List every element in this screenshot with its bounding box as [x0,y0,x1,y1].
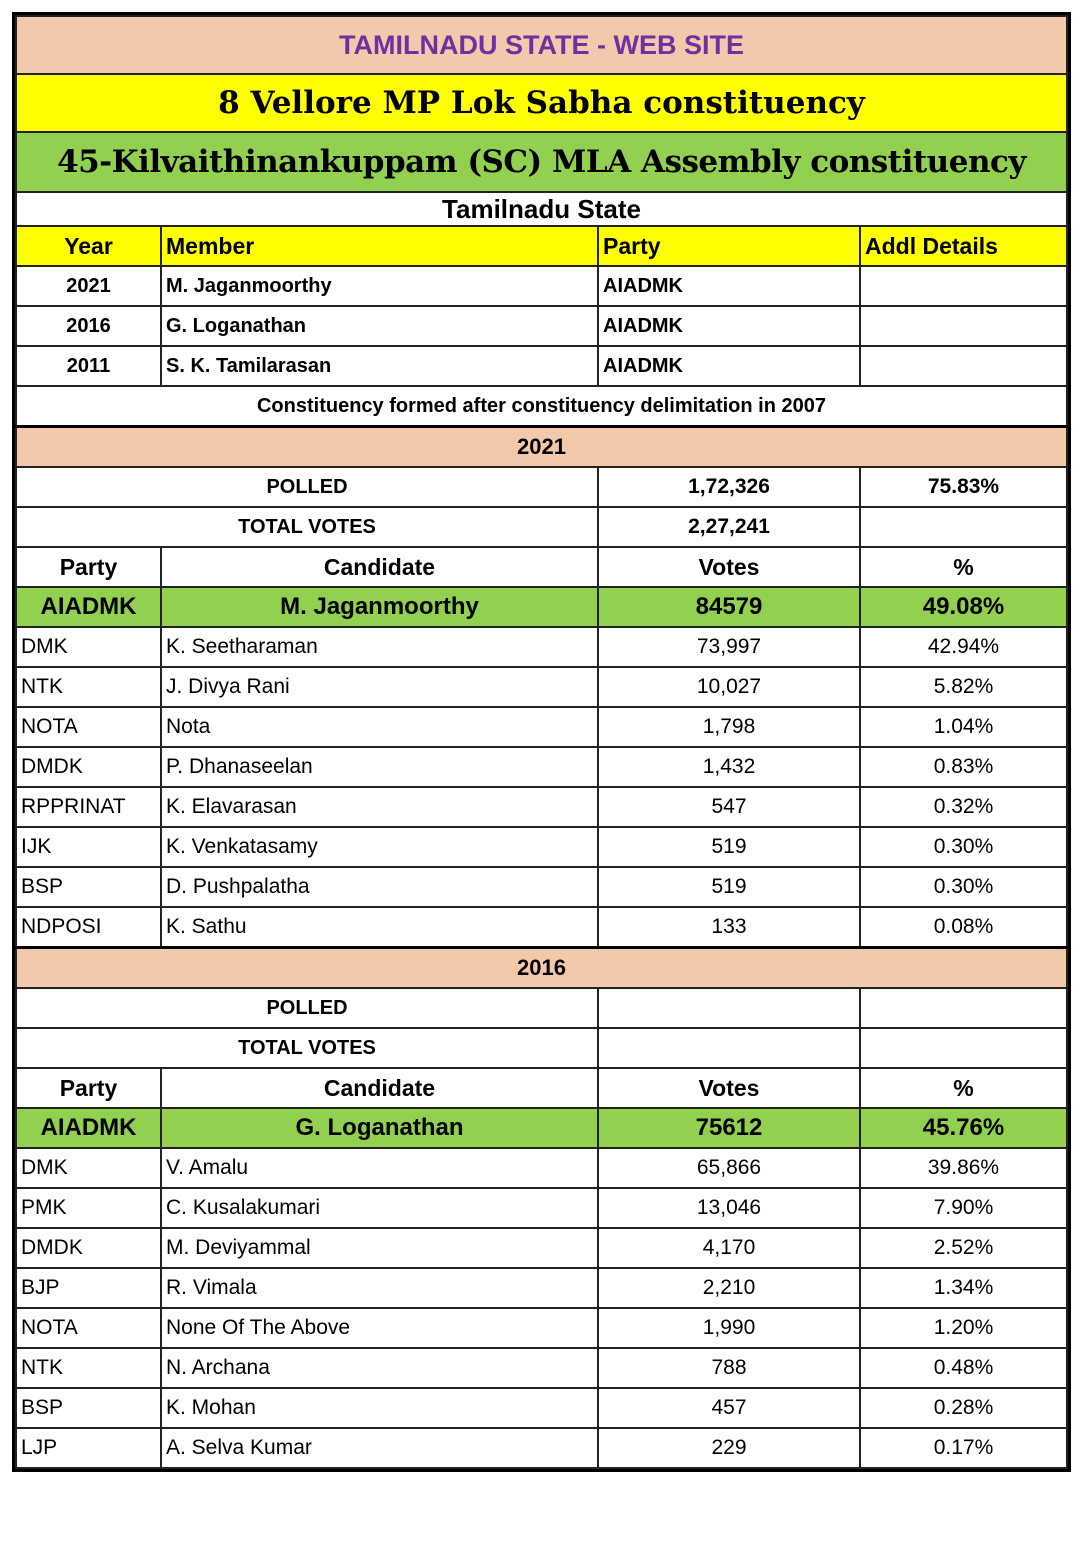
winner-candidate: G. Loganathan [161,1108,598,1148]
candidate-name: K. Sathu [161,907,598,948]
polled-value: 1,72,326 [598,467,860,507]
candidate-party: RPPRINAT [16,787,161,827]
candidate-row [16,827,1067,867]
constituency-table [15,15,1068,1469]
candidate-name: C. Kusalakumari [161,1188,598,1228]
candidate-name: None Of The Above [161,1308,598,1348]
candidate-percent: 7.90% [860,1188,1067,1228]
year-band-row [16,427,1067,468]
member-party: AIADMK [598,266,860,306]
state-title: Tamilnadu State [16,192,1067,226]
member-addl [860,346,1067,386]
winner-row [16,587,1067,627]
candidate-percent: 42.94% [860,627,1067,667]
candidate-percent: 0.08% [860,907,1067,948]
candidate-name: K. Seetharaman [161,627,598,667]
member-name: G. Loganathan [161,306,598,346]
candidate-name: K. Venkatasamy [161,827,598,867]
polled-percent: 75.83% [860,467,1067,507]
member-party: AIADMK [598,346,860,386]
candidate-row [16,787,1067,827]
candidate-row [16,627,1067,667]
candidate-row [16,1348,1067,1388]
candidate-party: DMK [16,627,161,667]
candidate-votes: 1,798 [598,707,860,747]
members-header-row [16,226,1067,266]
candidate-votes: 10,027 [598,667,860,707]
candidate-percent: 0.32% [860,787,1067,827]
candidate-percent: 0.83% [860,747,1067,787]
candidate-votes: 229 [598,1428,860,1468]
candidate-percent: 2.52% [860,1228,1067,1268]
header-percent: % [860,1068,1067,1108]
candidate-row [16,1308,1067,1348]
candidate-row [16,907,1067,948]
candidate-votes: 2,210 [598,1268,860,1308]
candidate-party: DMDK [16,1228,161,1268]
candidate-row [16,1228,1067,1268]
results-sheet [12,12,1071,1472]
candidate-row [16,1428,1067,1468]
candidate-votes: 519 [598,827,860,867]
candidate-name: A. Selva Kumar [161,1428,598,1468]
candidate-header-row [16,1068,1067,1108]
polled-label: POLLED [16,988,598,1028]
candidate-name: R. Vimala [161,1268,598,1308]
candidate-party: PMK [16,1188,161,1228]
candidate-name: V. Amalu [161,1148,598,1188]
election-year: 2021 [16,427,1067,468]
candidate-percent: 1.20% [860,1308,1067,1348]
candidate-party: BJP [16,1268,161,1308]
total-votes-percent [860,507,1067,547]
candidate-name: K. Mohan [161,1388,598,1428]
candidate-votes: 73,997 [598,627,860,667]
member-year: 2011 [16,346,161,386]
winner-votes: 84579 [598,587,860,627]
candidate-party: NOTA [16,1308,161,1348]
total-votes-value: 2,27,241 [598,507,860,547]
winner-party: AIADMK [16,1108,161,1148]
candidate-row [16,747,1067,787]
candidate-name: D. Pushpalatha [161,867,598,907]
total-votes-row [16,1028,1067,1068]
candidate-votes: 4,170 [598,1228,860,1268]
total-votes-row [16,507,1067,547]
candidate-votes: 519 [598,867,860,907]
candidate-percent: 0.17% [860,1428,1067,1468]
header-party: Party [16,1068,161,1108]
header-votes: Votes [598,1068,860,1108]
candidate-votes: 547 [598,787,860,827]
candidate-row [16,707,1067,747]
member-party: AIADMK [598,306,860,346]
total-votes-percent [860,1028,1067,1068]
candidate-party: DMDK [16,747,161,787]
winner-votes: 75612 [598,1108,860,1148]
candidate-percent: 0.30% [860,867,1067,907]
header-year: Year [16,226,161,266]
candidate-percent: 39.86% [860,1148,1067,1188]
candidate-row [16,667,1067,707]
candidate-votes: 65,866 [598,1148,860,1188]
member-year: 2021 [16,266,161,306]
assembly-title: 45-Kilvaithinankuppam (SC) MLA Assembly constituency [16,132,1067,192]
candidate-percent: 1.34% [860,1268,1067,1308]
candidate-party: DMK [16,1148,161,1188]
header-percent: % [860,547,1067,587]
header-party: Party [598,226,860,266]
member-year: 2016 [16,306,161,346]
candidate-row [16,1388,1067,1428]
header-candidate: Candidate [161,547,598,587]
member-row [16,346,1067,386]
header-member: Member [161,226,598,266]
candidate-row [16,1188,1067,1228]
header-addl: Addl Details [860,226,1067,266]
candidate-row [16,1268,1067,1308]
polled-row [16,988,1067,1028]
candidate-percent: 1.04% [860,707,1067,747]
candidate-name: N. Archana [161,1348,598,1388]
delimitation-note: Constituency formed after constituency delimitation in 2007 [16,386,1067,427]
polled-value [598,988,860,1028]
member-addl [860,306,1067,346]
election-year: 2016 [16,948,1067,989]
total-votes-label: TOTAL VOTES [16,507,598,547]
lok-sabha-title: 8 Vellore MP Lok Sabha constituency [16,74,1067,132]
member-name: M. Jaganmoorthy [161,266,598,306]
candidate-party: LJP [16,1428,161,1468]
candidate-votes: 13,046 [598,1188,860,1228]
winner-percent: 45.76% [860,1108,1067,1148]
polled-row [16,467,1067,507]
winner-candidate: M. Jaganmoorthy [161,587,598,627]
header-candidate: Candidate [161,1068,598,1108]
winner-percent: 49.08% [860,587,1067,627]
candidate-votes: 1,432 [598,747,860,787]
winner-row [16,1108,1067,1148]
candidate-party: NTK [16,667,161,707]
candidate-percent: 5.82% [860,667,1067,707]
member-addl [860,266,1067,306]
polled-label: POLLED [16,467,598,507]
candidate-percent: 0.30% [860,827,1067,867]
header-votes: Votes [598,547,860,587]
total-votes-label: TOTAL VOTES [16,1028,598,1068]
header-party: Party [16,547,161,587]
year-band-row [16,948,1067,989]
candidate-name: Nota [161,707,598,747]
candidate-votes: 1,990 [598,1308,860,1348]
candidate-percent: 0.48% [860,1348,1067,1388]
candidate-votes: 133 [598,907,860,948]
candidate-party: BSP [16,1388,161,1428]
candidate-name: J. Divya Rani [161,667,598,707]
candidate-percent: 0.28% [860,1388,1067,1428]
candidate-header-row [16,547,1067,587]
candidate-party: NDPOSI [16,907,161,948]
polled-percent [860,988,1067,1028]
candidate-name: K. Elavarasan [161,787,598,827]
candidate-row [16,1148,1067,1188]
candidate-name: M. Deviyammal [161,1228,598,1268]
candidate-votes: 788 [598,1348,860,1388]
candidate-party: NOTA [16,707,161,747]
site-title: TAMILNADU STATE - WEB SITE [16,16,1067,74]
member-name: S. K. Tamilarasan [161,346,598,386]
candidate-party: NTK [16,1348,161,1388]
candidate-party: BSP [16,867,161,907]
candidate-row [16,867,1067,907]
candidate-party: IJK [16,827,161,867]
member-row [16,266,1067,306]
candidate-name: P. Dhanaseelan [161,747,598,787]
member-row [16,306,1067,346]
total-votes-value [598,1028,860,1068]
winner-party: AIADMK [16,587,161,627]
candidate-votes: 457 [598,1388,860,1428]
